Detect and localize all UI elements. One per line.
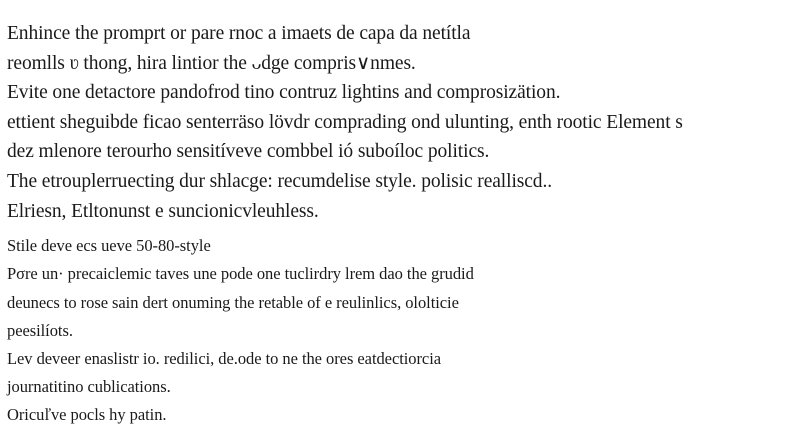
text-line: Elriesn, Etltonunst e suncionicvleuhless.	[7, 200, 319, 222]
text-line: The etrouplerruecting dur shlacge: recumdelise style. polisic realliscd..	[7, 170, 553, 192]
text-line: Evite one detactore pandofrod tino contruz lightins and comprosizätion.	[7, 82, 561, 104]
paragraph-1	[7, 19, 792, 226]
text-line: dez mlenore terourho sensitíveve combbel ió suboíloc politics.	[7, 141, 490, 163]
text-line: journatitino cublications.	[7, 377, 171, 397]
text-line: peesilíots.	[7, 320, 73, 340]
paragraph-2	[7, 232, 792, 429]
text-line: Enhince the promprt or pare rnoc a imaets de capa da netítla	[7, 23, 471, 44]
text-line: Oricuľve pocls hy patin.	[7, 405, 167, 425]
text-line: Lev deveer enaslistr io. redilici, de.ode to ne the ores eatdectiorcia	[7, 348, 442, 368]
document-body	[7, 19, 792, 429]
text-line: reomlls ʋ thong, hira lintior the ᴗdge compris∨nmes.	[7, 52, 416, 74]
text-line: Pσre un· precaiclemic taves une pode one tuclirdry lrem dao the grudid	[7, 264, 474, 284]
text-line: Stile deve ecs ueve 50-80-style	[7, 236, 211, 256]
text-line: deunecs to rose sain dert onuming the retable of e reulinlics, ololticie	[7, 292, 459, 312]
text-line: ettient sheguibde ficao senterräso lövdr comprading ond ulunting, enth rootic Element s	[7, 111, 683, 133]
